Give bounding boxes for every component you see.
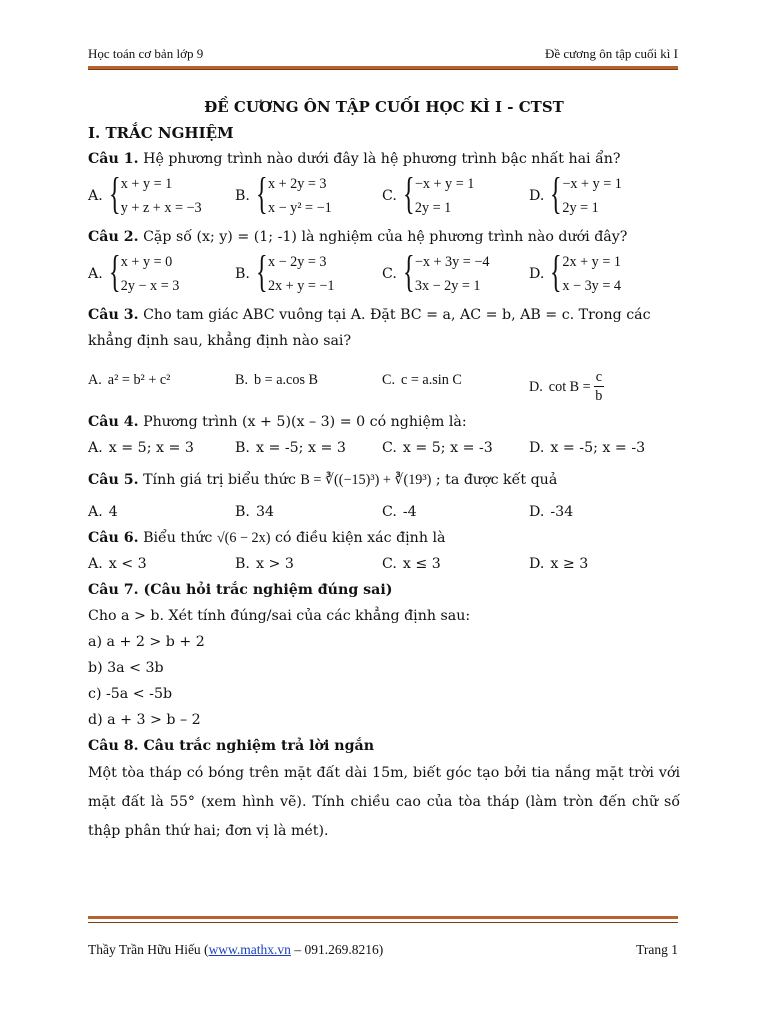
page-number: Trang 1 <box>636 942 678 957</box>
document-body <box>88 94 680 846</box>
q3-option-d[interactable]: D. cot B = $\frac{c}{b}$ <box>529 369 603 404</box>
q6-options <box>88 551 680 577</box>
question-3: Câu 3. Cho tam giác ABC vuông tại A. Đặt BC = a, AC = b, AB = c. Trong các khẳng định sau, khẳng định nào sai? <box>88 307 651 349</box>
footer-rule-thin <box>88 922 678 923</box>
q1-option-a[interactable]: A. { x + y = 1 y + z + x = −3 <box>88 169 202 218</box>
page-header <box>88 46 678 62</box>
question-5: Câu 5. Tính giá trị biểu thức B = ∛((−15)³) + ∛(19³) ; ta được kết quả <box>88 472 558 488</box>
q6-expression: √(6 − 2x) <box>216 530 271 546</box>
q2-option-c[interactable]: C. { −x + 3y = −4 3x − 2y = 1 <box>382 247 490 296</box>
header-rule <box>88 66 678 70</box>
header-right: Đề cương ôn tập cuối kì I <box>544 46 678 61</box>
q5-option-c[interactable]: C. -4 <box>382 504 417 520</box>
q2-option-d[interactable]: D. { 2x + y = 1 x − 3y = 4 <box>529 247 621 296</box>
q2-option-b[interactable]: B. { x − 2y = 3 2x + y = −1 <box>235 247 335 296</box>
question-7: Câu 7. (Câu hỏi trắc nghiệm đúng sai) <box>88 582 393 598</box>
question-4: Câu 4. Phương trình (x + 5)(x – 3) = 0 có nghiệm là: <box>88 414 467 430</box>
q4-option-b[interactable]: B. x = -5; x = 3 <box>235 440 346 456</box>
page-footer <box>88 942 678 958</box>
q3-option-a[interactable]: A. a² = b² + c² <box>88 371 171 388</box>
page-title: ĐỀ CƯƠNG ÔN TẬP CUỐI HỌC KÌ I - CTST <box>204 98 564 116</box>
q5-option-d[interactable]: D. -34 <box>529 504 574 520</box>
q3-option-b[interactable]: B. b = a.cos B <box>235 371 318 388</box>
q5-option-b[interactable]: B. 34 <box>235 504 274 520</box>
q7-intro: Cho a > b. Xét tính đúng/sai của các khẳng định sau: <box>88 608 471 624</box>
q4-options <box>88 435 680 461</box>
q7-statement-a[interactable]: a) a + 2 > b + 2 <box>88 634 205 650</box>
question-6: Câu 6. Biểu thức √(6 − 2x) có điều kiện xác định là <box>88 530 446 546</box>
q3-option-c[interactable]: C. c = a.sin C <box>382 371 462 388</box>
website-link[interactable]: www.mathx.vn <box>208 942 291 957</box>
header-left: Học toán cơ bản lớp 9 <box>88 46 204 61</box>
footer-author: Thầy Trần Hữu Hiếu (www.mathx.vn – 091.269.8216) <box>88 942 384 957</box>
q5-options <box>88 499 680 525</box>
q1-option-d[interactable]: D. { −x + y = 1 2y = 1 <box>529 169 622 218</box>
question-8: Câu 8. Câu trắc nghiệm trả lời ngắn <box>88 738 375 754</box>
q5-option-a[interactable]: A. 4 <box>88 504 118 520</box>
q5-expression: B = ∛((−15)³) + ∛(19³) <box>300 472 432 488</box>
q4-option-a[interactable]: A. x = 5; x = 3 <box>88 440 194 456</box>
q7-statement-b[interactable]: b) 3a < 3b <box>88 660 164 676</box>
q6-option-a[interactable]: A. x < 3 <box>88 556 147 572</box>
footer-rule <box>88 916 678 919</box>
q2-option-a[interactable]: A. { x + y = 0 2y − x = 3 <box>88 247 180 296</box>
q4-option-c[interactable]: C. x = 5; x = -3 <box>382 440 493 456</box>
q2-options <box>88 247 680 298</box>
section-heading: I. TRẮC NGHIỆM <box>88 124 234 142</box>
q7-statement-d[interactable]: d) a + 3 > b – 2 <box>88 712 201 728</box>
fraction-c-over-b: $\frac{c}{b}$ <box>595 369 603 404</box>
q4-option-d[interactable]: D. x = -5; x = -3 <box>529 440 646 456</box>
q8-text: Một tòa tháp có bóng trên mặt đất dài 15m, biết góc tạo bởi tia nắng mặt trời với mặt đất là 55° (xem hình vẽ). Tính chiều cao của tòa tháp (làm tròn đến chữ số thập phân thứ hai; đơn vị là mét). <box>88 765 680 839</box>
q1-option-c[interactable]: C. { −x + y = 1 2y = 1 <box>382 169 475 218</box>
q6-option-b[interactable]: B. x > 3 <box>235 556 294 572</box>
question-1: Câu 1. Hệ phương trình nào dưới đây là hệ phương trình bậc nhất hai ẩn? <box>88 151 621 167</box>
question-2: Câu 2. Cặp số (x; y) = (1; -1) là nghiệm của hệ phương trình nào dưới đây? <box>88 229 628 245</box>
q6-option-c[interactable]: C. x ≤ 3 <box>382 556 441 572</box>
q3-options <box>88 354 680 405</box>
q7-statement-c[interactable]: c) -5a < -5b <box>88 686 173 702</box>
q6-option-d[interactable]: D. x ≥ 3 <box>529 556 589 572</box>
q1-option-b[interactable]: B. { x + 2y = 3 x − y² = −1 <box>235 169 332 218</box>
q1-options <box>88 169 680 220</box>
